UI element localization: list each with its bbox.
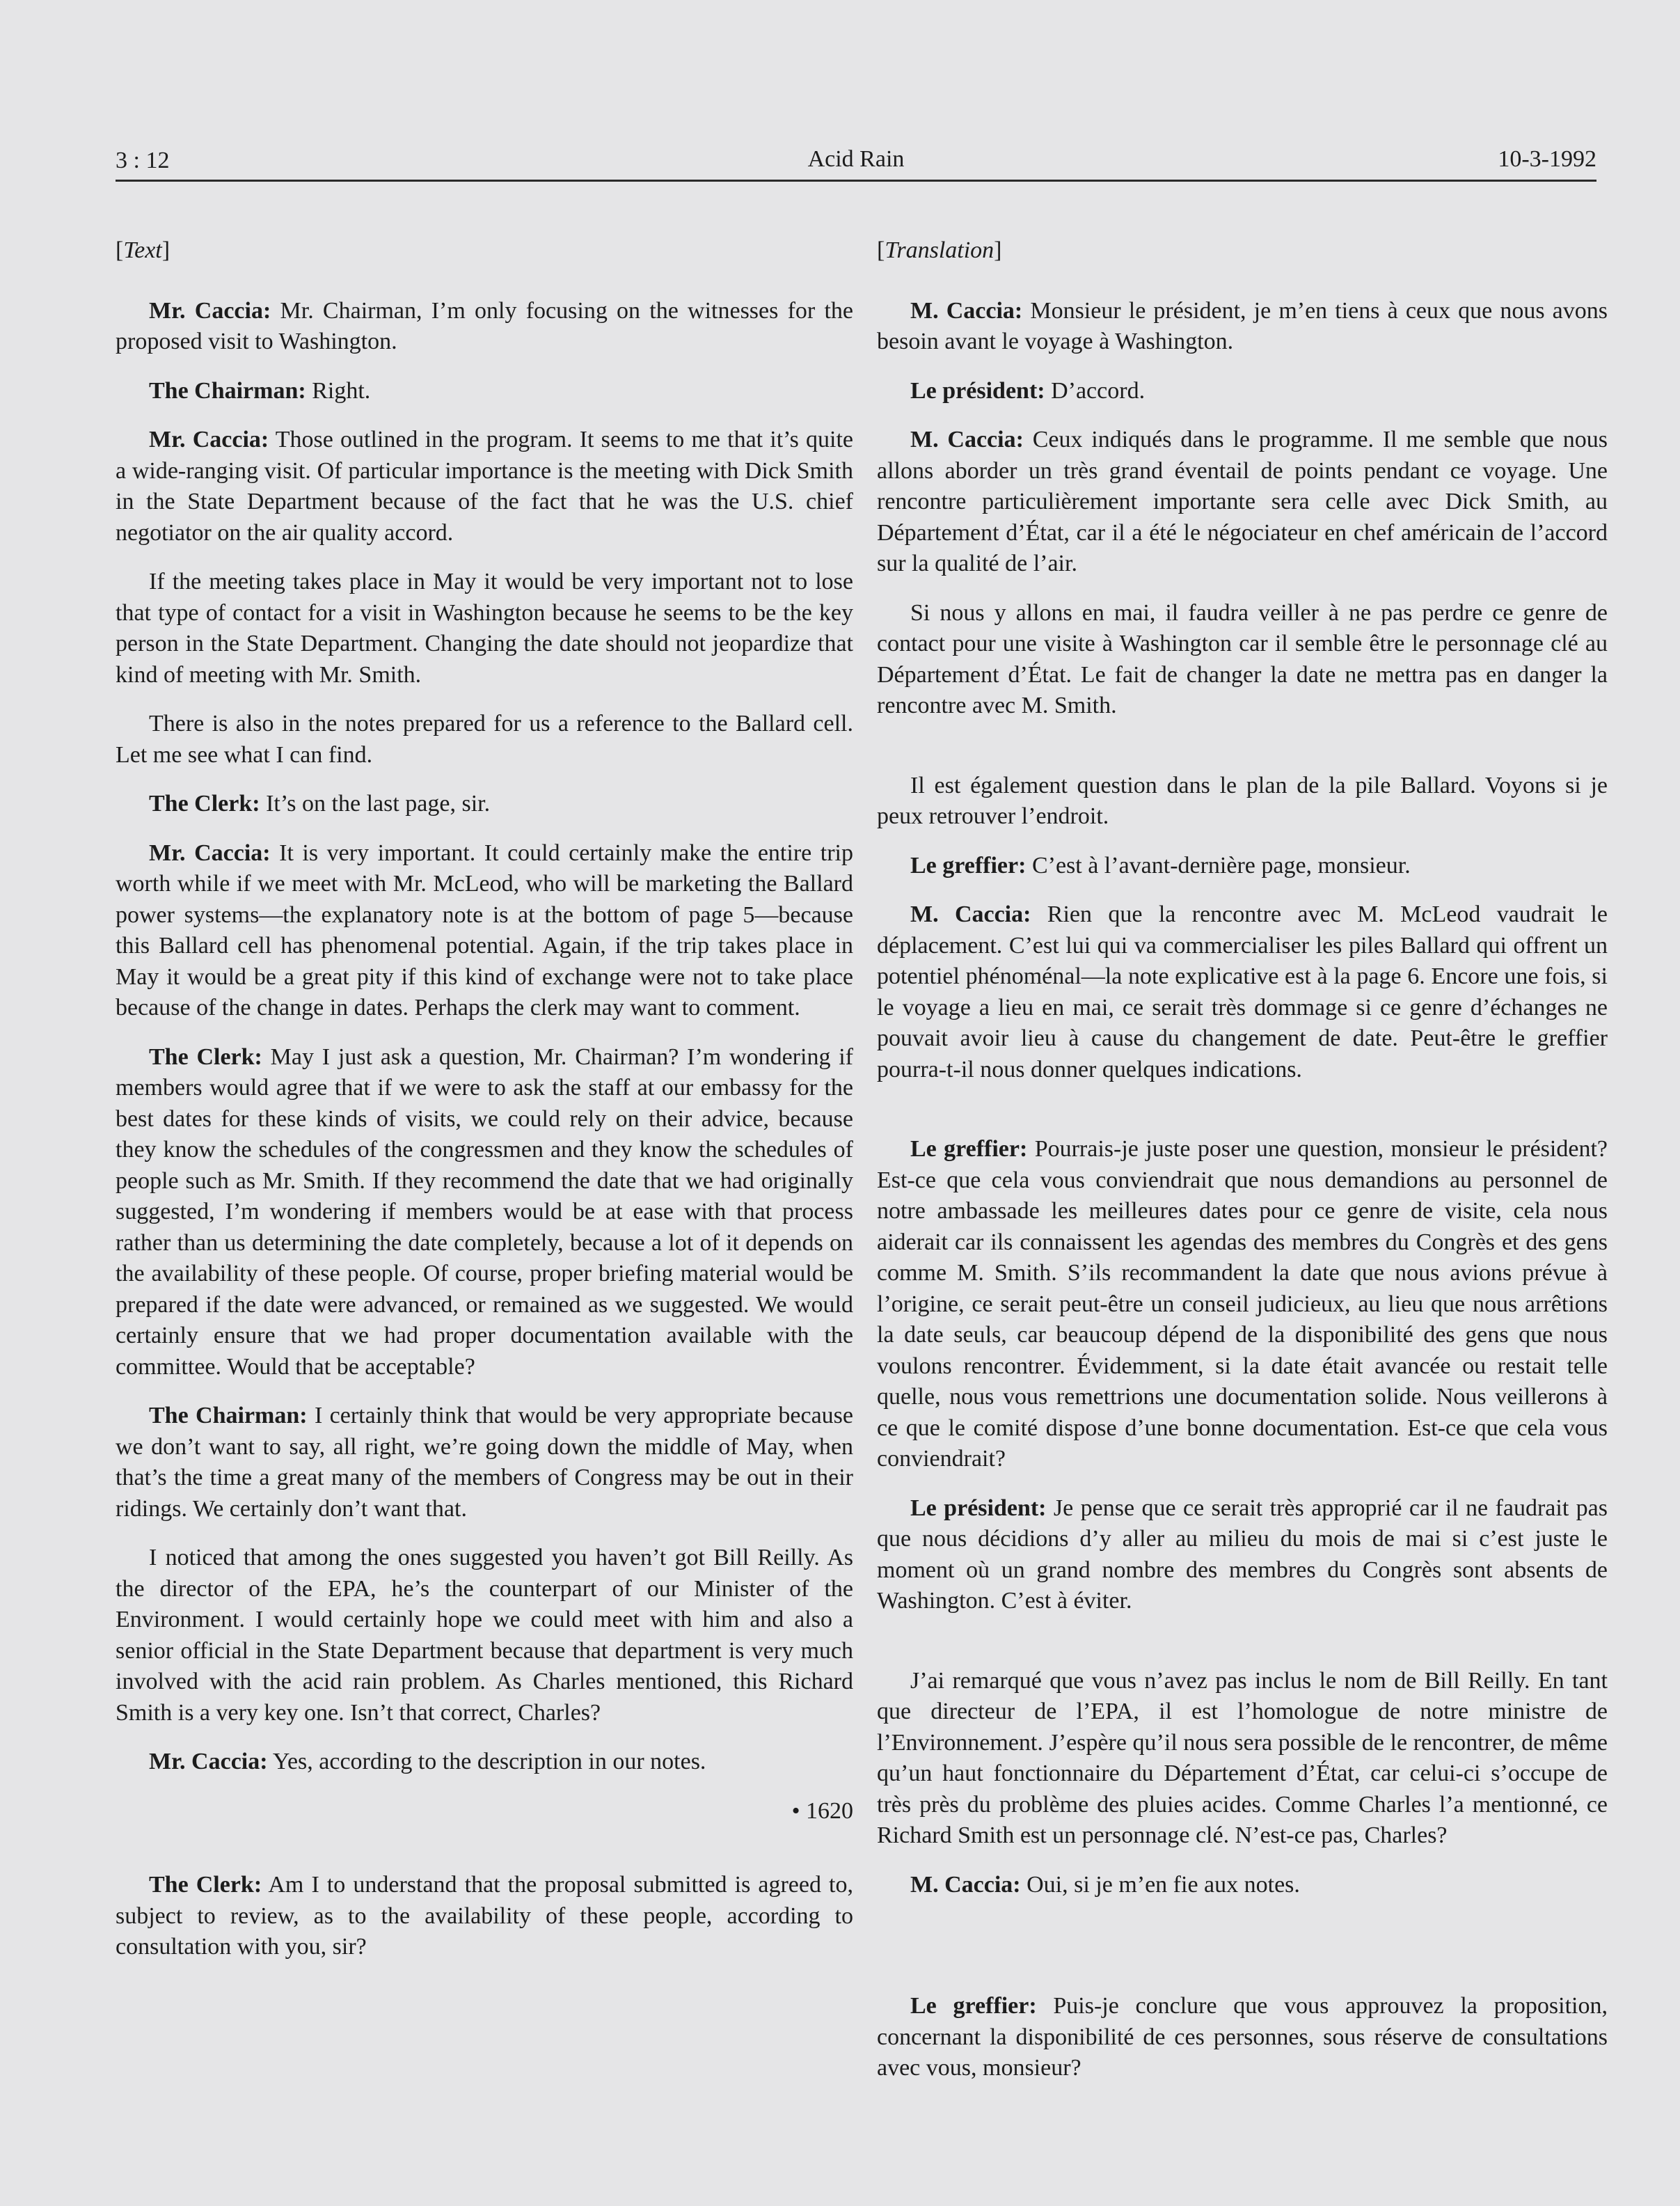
paragraph: M. Caccia: Oui, si je m’en fie aux notes. xyxy=(910,1871,1300,1898)
speaker: M. Caccia: xyxy=(910,427,1024,452)
paragraph: Mr. Caccia: Those outlined in the program. It seems to me that it’s quite a wide-ranging visit. Of particular importance is the meeting with Dick Smith in the State Department because of the fact that he was the U.S. chief negotiator on the air quality accord. xyxy=(116,427,853,546)
paragraph: Le président: D’accord. xyxy=(910,377,1146,404)
speaker: Le greffier: xyxy=(910,1993,1037,2019)
page-number: 3 : 12 xyxy=(116,148,170,173)
speaker: The Chairman: xyxy=(149,1403,308,1428)
page-date: 10-3-1992 xyxy=(1498,146,1596,172)
spacer xyxy=(877,740,1608,771)
paragraph: The Chairman: Right. xyxy=(149,377,371,404)
paragraph: The Clerk: Am I to understand that the proposal submitted is agreed to, subject to review, as to the availability of these people, according to consultation with you, sir? xyxy=(116,1872,853,1960)
paragraph: The Clerk: May I just ask a question, Mr. Chairman? I’m wondering if members would agree that if we were to ask the staff at our embassy for the best dates for these kinds of visits, we could rely on their advice, because they know the schedules of the congressmen and they know the schedules of people such as Mr. Smith. If they recommend the date that we had originally suggested, I’m wondering if members would be at ease with that process rather than us determining the date completely, because a lot of it depends on the availability of these people. Of course, proper briefing material would be prepared if the date were advanced, or remained as we suggested. We would certainly ensure that we had proper documentation available with the committee. Would that be acceptable? xyxy=(116,1043,853,1380)
spacer xyxy=(877,1919,1608,1960)
speaker: Mr. Caccia: xyxy=(149,297,271,324)
language-label: [Translation] xyxy=(877,237,1002,263)
speaker: M. Caccia: xyxy=(910,1871,1021,1898)
spacer xyxy=(877,1635,1608,1666)
speaker: M. Caccia: xyxy=(910,901,1031,927)
language-label: [Text] xyxy=(116,237,171,263)
time-marker: • 1620 xyxy=(791,1797,853,1824)
speaker: Mr. Caccia: xyxy=(149,1749,268,1774)
page-header xyxy=(116,145,1596,182)
speaker: The Clerk: xyxy=(149,1043,262,1070)
paragraph: I noticed that among the ones suggested you haven’t got Bill Reilly. As the director of the EPA, he’s the counterpart of our Minister of the Environment. I would certainly hope we could meet with him and also a senior official in the State Department because that department is very much involved with the acid rain problem. As Charles mentioned, this Richard Smith is a very key one. Isn’t that correct, Charles? xyxy=(116,1545,853,1726)
paragraph: M. Caccia: Rien que la rencontre avec M. McLeod vaudrait le déplacement. C’est lui qui va commercialiser les piles Ballard qui offrent un potentiel phénoménal—la note explicative est à la page 6. Encore une fois, si le voyage a lieu en mai, ce serait très dommage si ce genre d’échanges ne pouvait avoir lieu à cause du changement de date. Peut-être le greffier pourra-t-il nous donner quelques indications. xyxy=(877,901,1608,1082)
paragraph: J’ai remarqué que vous n’avez pas inclus le nom de Bill Reilly. En tant que directeur de l’EPA, il est l’homologue de notre ministre de l’Environnement. J’espère qu’il nous sera possible de le rencontrer, de même qu’un haut fonctionnaire du Département d’État, car celui-ci s’occupe de très près du problème des pluies acides. Comme Charles l’a mentionné, ce Richard Smith est un personnage clé. N’est-ce pas, Charles? xyxy=(877,1667,1608,1848)
speaker: Mr. Caccia: xyxy=(149,427,269,452)
paragraph: Le greffier: Puis-je conclure que vous approuvez la proposition, concernant la disponibilité de ces personnes, sous réserve de consultations avec vous, monsieur? xyxy=(877,1993,1608,2081)
speaker: The Chairman: xyxy=(149,377,306,404)
paragraph: Mr. Caccia: Mr. Chairman, I’m only focusing on the witnesses for the proposed visit to Washington. xyxy=(116,297,853,354)
paragraph: Mr. Caccia: Yes, according to the description in our notes. xyxy=(149,1749,706,1774)
speaker: The Clerk: xyxy=(149,1872,262,1898)
paragraph: Si nous y allons en mai, il faudra veiller à ne pas perdre ce genre de contact pour une visite à Washington car il semble être le personnage clé au Département d’État. Le fait de changer la date ne mettra pas en danger la rencontre avec M. Smith. xyxy=(877,599,1608,718)
speaker: Mr. Caccia: xyxy=(149,840,271,866)
paragraph: Le greffier: Pourrais-je juste poser une question, monsieur le président? Est-ce que cela vous conviendrait que nous demandions au personnel de notre ambassade les meilleures dates pour ce genre de visite, cela nous aiderait car ils connaissent les agendas des membres du Congrès et des gens comme M. Smith. S’ils recommandent la date que nous avions prévue à l’origine, ce serait peut-être un conseil judicieux, au lieu que nous arrêtions la date seuls, car beaucoup dépend de la disponibilité des gens que nous voulons rencontrer. Évidemment, si la date était avancée ou restait telle quelle, nous vous remettrions une documentation solide. Nous veillerons à ce que le comité dispose d’une bonne documentation. Est-ce que cela vous conviendrait? xyxy=(877,1136,1608,1472)
paragraph: The Clerk: It’s on the last page, sir. xyxy=(149,791,491,817)
speaker: The Clerk: xyxy=(149,791,260,817)
paragraph: The Chairman: I certainly think that would be very appropriate because we don’t want to say, all right, we’re going down the middle of May, when that’s the time a great many of the members of Congress may be out in their ridings. We certainly don’t want that. xyxy=(116,1403,853,1522)
paragraph: Mr. Caccia: It is very important. It could certainly make the entire trip worth while if we meet with Mr. McLeod, who will be marketing the Ballard power systems—the explanatory note is at the bottom of page 5—because this Ballard cell has phenomenal potential. Again, if the trip takes place in May it would be a great pity if this kind of exchange were not to take place because of the change in dates. Perhaps the clerk may want to comment. xyxy=(116,840,853,1021)
page-title: Acid Rain xyxy=(807,146,905,172)
paragraph: Il est également question dans le plan de la pile Ballard. Voyons si je peux retrouver l’endroit. xyxy=(877,772,1608,829)
speaker: Le président: xyxy=(910,377,1045,404)
french-column xyxy=(877,235,1608,2102)
spacer xyxy=(877,1960,1608,1991)
speaker: Le greffier: xyxy=(910,852,1027,879)
speaker: Le président: xyxy=(910,1495,1047,1521)
speaker: Le greffier: xyxy=(910,1136,1028,1162)
speaker: M. Caccia: xyxy=(910,297,1023,324)
paragraph: There is also in the notes prepared for us a reference to the Ballard cell. Let me see what I can find. xyxy=(116,711,853,768)
english-column xyxy=(116,235,853,1981)
paragraph: If the meeting takes place in May it would be very important not to lose that type of contact for a visit in Washington because he seems to be the key person in the State Department. Changing the date should not jeopardize that kind of meeting with Mr. Smith. xyxy=(116,569,853,688)
paragraph: Le greffier: C’est à l’avant-dernière page, monsieur. xyxy=(910,852,1411,879)
paragraph: M. Caccia: Ceux indiqués dans le programme. Il me semble que nous allons aborder un très grand éventail de points pendant ce voyage. Une rencontre particulièrement importante sera celle avec Dick Smith, au Département d’État, car il a été le négociateur en chef américain de l’accord sur la qualité de l’air. xyxy=(877,427,1608,576)
paragraph: M. Caccia: Monsieur le président, je m’en tiens à ceux que nous avons besoin avant le voyage à Washington. xyxy=(877,297,1608,354)
spacer xyxy=(877,1103,1608,1134)
paragraph: Le président: Je pense que ce serait très approprié car il ne faudrait pas que nous décidions d’y aller au milieu du mois de mai si c’est juste le moment où un grand nombre des membres du Congrès sont absents de Washington. C’est à éviter. xyxy=(877,1495,1608,1614)
